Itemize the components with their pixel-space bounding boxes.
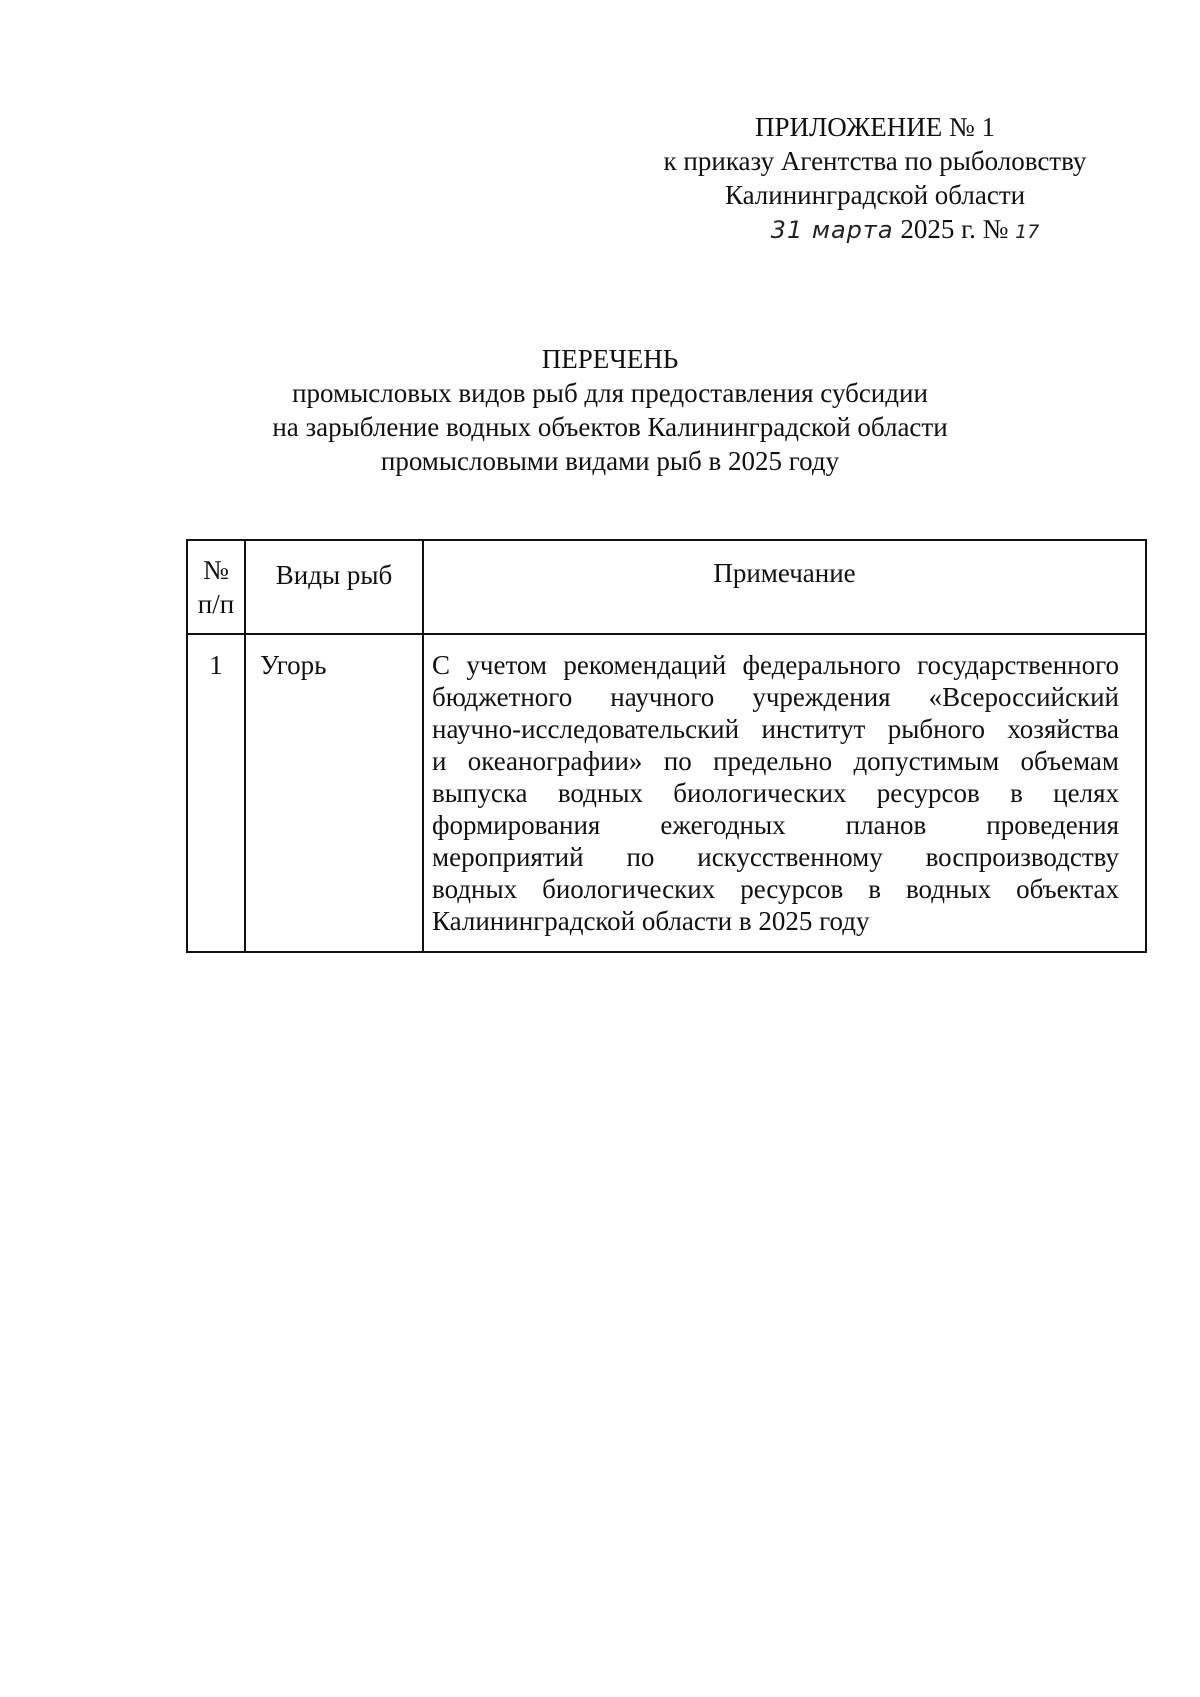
document-subtitle-line-1: промысловых видов рыб для предоставления субсидии — [292, 378, 928, 408]
note-line: выпуска водных биологических ресурсов в целях — [432, 778, 1119, 808]
number-abbreviation: п/п — [197, 589, 235, 619]
document-subtitle-line-3: промысловыми видами рыб в 2025 году — [380, 446, 840, 476]
document-subtitle-line-2: на зарыбление водных объектов Калининградской области — [272, 412, 948, 442]
note-line: бюджетного научного учреждения «Всероссийский — [432, 682, 1119, 712]
column-header-note: Примечание — [423, 540, 1146, 634]
table-header-row — [187, 540, 1146, 634]
document-title-block — [230, 342, 990, 478]
note-line: Калининградской области в 2025 году — [432, 906, 870, 936]
appendix-order-reference: к приказу Агентства по рыболовству — [663, 146, 1087, 176]
row-number-cell: 1 — [187, 634, 245, 952]
printed-year-number: 2025 г. № — [900, 214, 1009, 244]
fish-species-table — [186, 539, 1147, 953]
fish-species-cell: Угорь — [245, 634, 423, 952]
number-sign: № — [203, 555, 229, 585]
note-line: мероприятий по искусственному воспроизводству — [432, 842, 1119, 872]
handwritten-date: 31 марта — [770, 216, 894, 244]
note-line: формирования ежегодных планов проведения — [432, 810, 1119, 840]
column-header-fish-species: Виды рыб — [245, 540, 423, 634]
appendix-date-line — [640, 212, 1110, 249]
appendix-title: ПРИЛОЖЕНИЕ № 1 — [754, 112, 996, 142]
appendix-header — [640, 110, 1110, 249]
note-cell — [423, 634, 1146, 952]
handwritten-order-number: 17 — [1015, 221, 1040, 243]
column-header-number — [187, 540, 245, 634]
document-heading: ПЕРЕЧЕНЬ — [541, 344, 679, 374]
note-line: и океанографии» по предельно допустимым объемам — [432, 746, 1119, 776]
note-line: водных биологических ресурсов в водных объектах — [432, 874, 1119, 904]
appendix-region: Калининградской области — [724, 180, 1026, 210]
table-row — [187, 634, 1146, 952]
note-line: С учетом рекомендаций федерального государственного — [432, 650, 1119, 680]
note-line: научно-исследовательский институт рыбного хозяйства — [432, 714, 1119, 744]
